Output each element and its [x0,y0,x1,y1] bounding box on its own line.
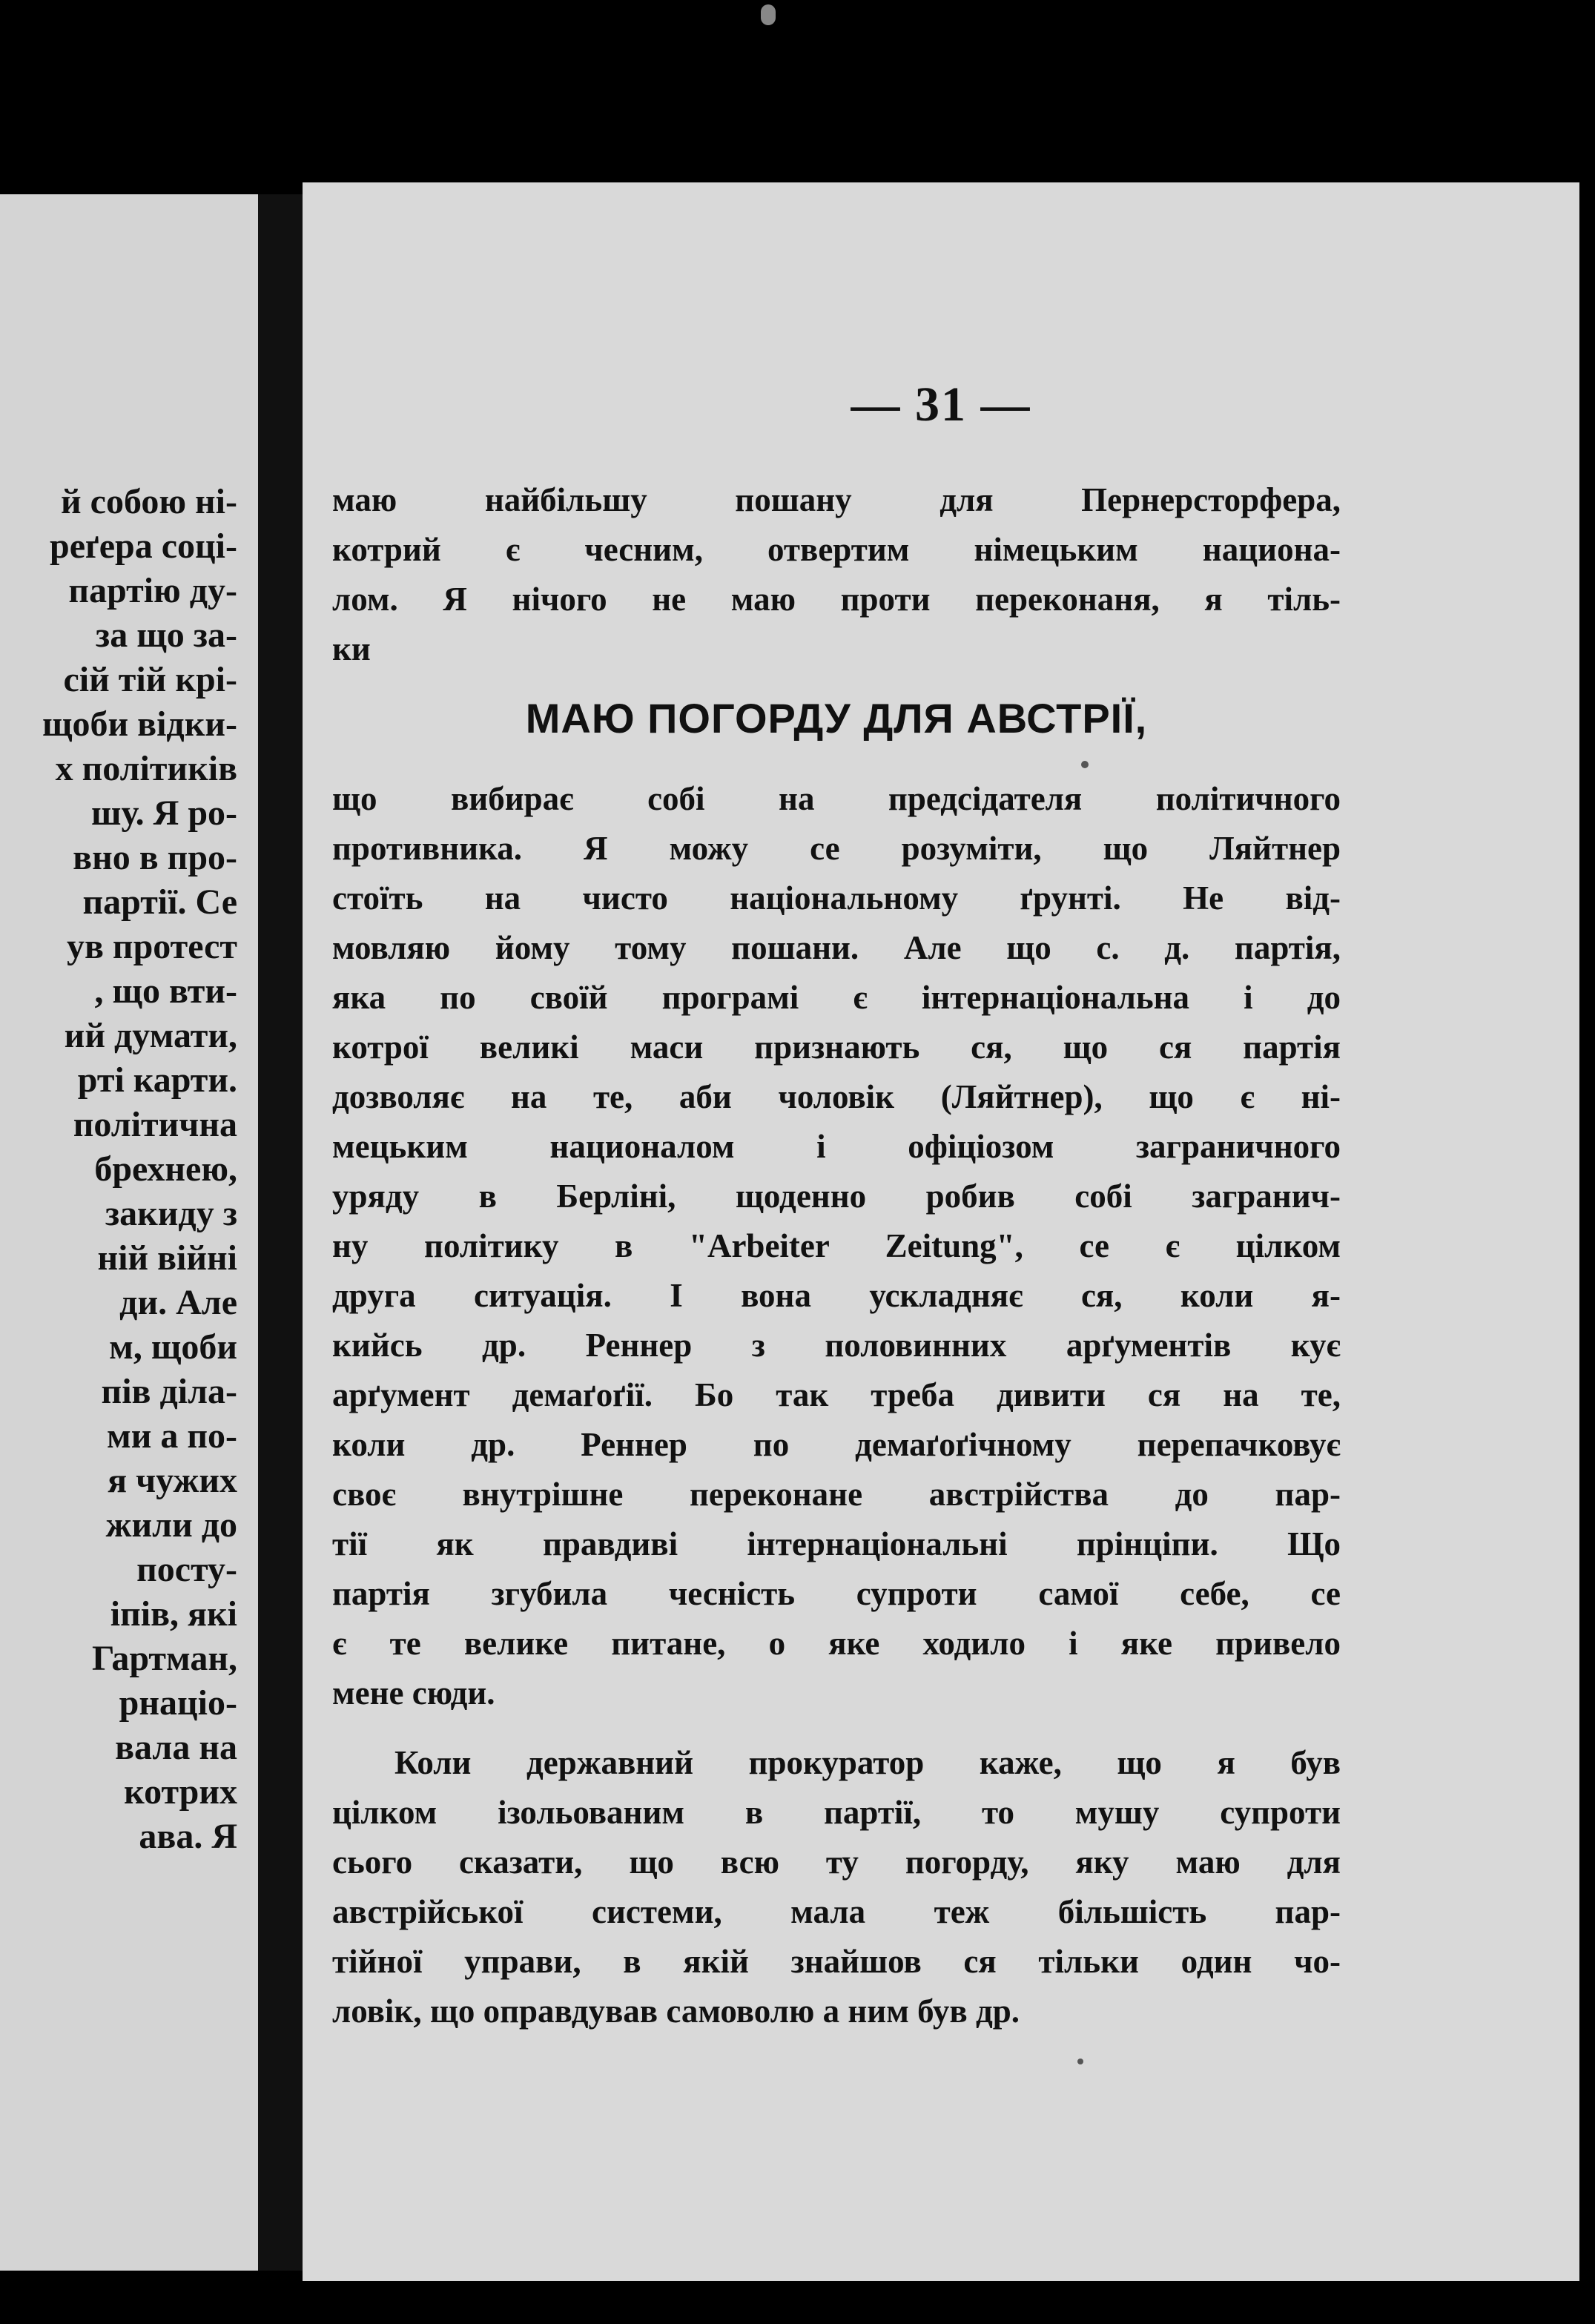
text-line: коли др. Реннер по демаґоґічному перепачковує [332,1426,1341,1463]
text-line: австрійської системи, мала теж більшість пар- [332,1893,1341,1930]
left-text-line: Гартман, [92,1639,237,1678]
text-line: мовляю йому тому пошани. Але що с. д. партія, [332,929,1341,966]
text-line: маю найбільшу пошану для Пернерсторфера, [332,481,1341,518]
left-text-line: партії. Се [82,882,237,922]
left-text-line: іпів, які [110,1594,237,1634]
text-line: своє внутрішне переконане австрійства до пар- [332,1476,1341,1513]
left-text-line: пів діла- [101,1372,237,1411]
text-line: тійної управи, в якій знайшов ся тільки один чо- [332,1943,1341,1980]
text-line: що вибирає собі на предсідателя політичного [332,780,1341,817]
text-line: кийсь др. Реннер з половинних арґументів кує [332,1327,1341,1364]
left-text-line: , що вти- [94,971,237,1011]
left-text-line: м, щоби [109,1327,237,1367]
text-line: стоїть на чисто національному ґрунті. Не від- [332,879,1341,917]
text-line: мене сюди. [332,1674,495,1711]
paragraph-2 [332,774,1341,1718]
left-page-fragment [0,194,258,2271]
text-line: дозволяє на те, аби чоловік (Ляйтнер), що є ні- [332,1078,1341,1115]
left-text-line: сій тій крі- [63,660,237,699]
left-text-line: рнаціо- [119,1683,237,1723]
left-text-line: ди. Але [119,1283,237,1322]
right-page [303,182,1579,2281]
left-text-line: ув протест [67,927,237,966]
left-text-line: вала на [115,1728,237,1767]
left-text-line: я чужих [108,1461,237,1500]
film-artifact [761,4,776,25]
paragraph-3 [332,1738,1341,2036]
left-text-line: шу. Я ро- [90,793,237,833]
text-line: противника. Я можу се розуміти, що Ляйтнер [332,830,1341,867]
text-line: котрої великі маси признають ся, що ся партія [332,1029,1341,1066]
text-line: уряду в Берліні, щоденно робив собі загранич- [332,1178,1341,1215]
book-gutter [258,194,303,2271]
text-line: ки [332,630,371,667]
left-text-line: політична [73,1105,237,1144]
left-page-text [0,480,237,1859]
text-line: лом. Я нічого не маю проти переконаня, я тіль- [332,581,1341,618]
left-text-line: посту- [136,1550,237,1589]
text-line: яка по своїй програмі є інтернаціональна і до [332,979,1341,1016]
left-text-line: ній війні [97,1238,237,1278]
left-text-line: за що за- [95,615,237,655]
text-line: є те велике питане, о яке ходило і яке привело [332,1625,1341,1662]
left-text-line: ми а по- [107,1416,237,1456]
left-text-line: реґера соці- [50,526,237,566]
left-text-line: закиду з [105,1194,237,1233]
text-line: тії як правдиві інтернаціональні прінціпи. Що [332,1525,1341,1562]
left-text-line: ий думати, [64,1016,237,1055]
section-heading: МАЮ ПОГОРДУ ДЛЯ АВСТРІЇ, [525,695,1148,742]
left-text-line: партію ду- [68,571,237,610]
text-line: сього сказати, що всю ту погорду, яку маю для [332,1843,1341,1881]
text-line: котрий є чесним, отвертим німецьким национа- [332,531,1341,568]
left-text-line: котрих [124,1772,237,1812]
text-line: мецьким националом і офіціозом заграничного [332,1128,1341,1165]
text-line: ну політику в "Arbeiter Zeitung", се є цілком [332,1227,1341,1264]
text-line: партія згубила чесність супроти самої себе, се [332,1575,1341,1612]
text-line: арґумент демаґоґії. Бо так треба дивити ся на те, [332,1376,1341,1413]
left-text-line: жили до [105,1505,237,1545]
page-number: — 31 — [851,377,1031,432]
left-text-line: щоби відки- [42,704,237,744]
text-line: ловік, що оправдував самоволю а ним був др. [332,1993,1020,2030]
left-text-line: брехнею, [94,1149,237,1189]
left-text-line: рті карти. [77,1060,237,1100]
text-line: друга ситуація. І вона ускладняє ся, коли я- [332,1277,1341,1314]
left-text-line: х політиків [55,749,237,788]
paragraph-1 [332,475,1341,674]
left-text-line: вно в про- [73,838,237,877]
left-text-line: й собою ні- [61,482,237,521]
speck [1081,761,1089,768]
speck [1077,2059,1083,2064]
text-line: Коли державний прокуратор каже, що я був [394,1744,1341,1781]
left-text-line: ава. Я [139,1817,237,1856]
text-line: цілком ізольованим в партії, то мушу супроти [332,1794,1341,1831]
